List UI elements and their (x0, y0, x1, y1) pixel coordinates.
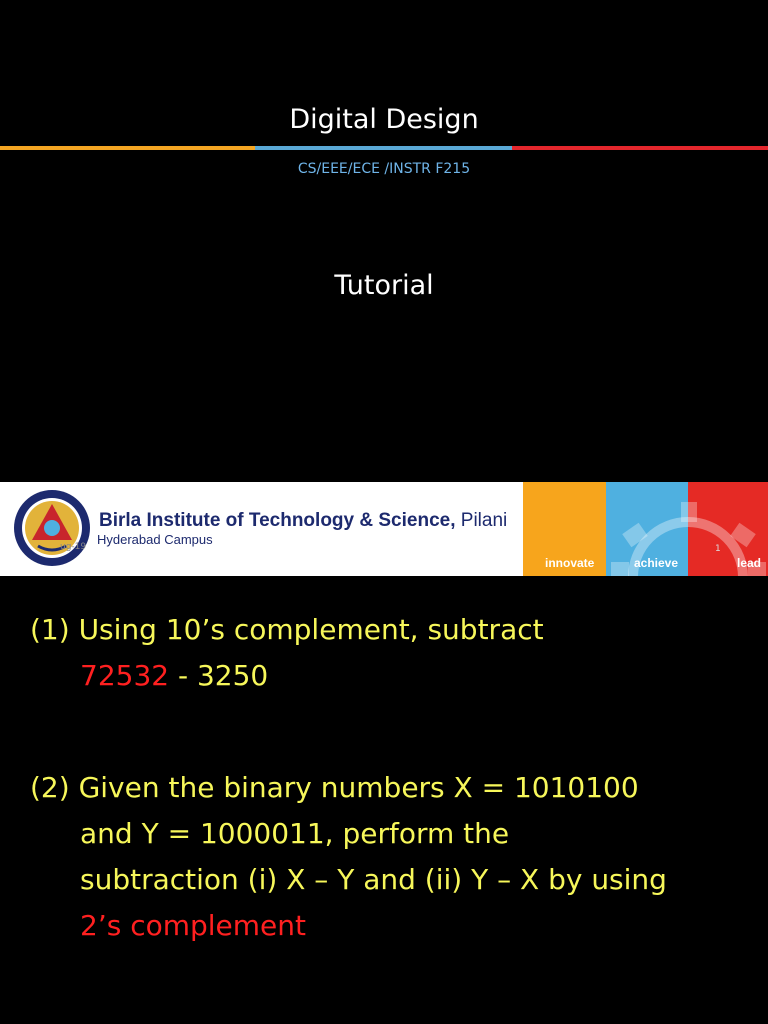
achieve-label: achieve (634, 556, 679, 570)
campus-name: Hyderabad Campus (97, 532, 213, 547)
slide-number: 1 (715, 544, 721, 554)
stripe-blue (255, 146, 512, 150)
institute-name (99, 510, 507, 532)
innovate-label: innovate (545, 556, 595, 570)
institute-location: Pilani (460, 510, 508, 531)
institute-seal-logo (12, 488, 92, 568)
stripe-orange (0, 146, 255, 150)
lead-label: lead (737, 556, 762, 570)
question-1-expression (80, 659, 768, 692)
title-divider-stripe (0, 146, 768, 150)
course-code: CS/EEE/ECE /INSTR F215 (297, 161, 471, 177)
question-1-minuend: 72532 (80, 659, 170, 692)
question-2-line-2: and Y = 1000011, perform the (80, 817, 510, 850)
question-1-line-1: (1) Using 10’s complement, subtract (30, 613, 544, 646)
slide-title: Digital Design (289, 104, 479, 135)
question-2-line-3: subtraction (i) X – Y and (ii) Y – X by using (80, 863, 667, 896)
question-2-line-4: 2’s complement (80, 909, 307, 942)
slide-subtitle: Tutorial (334, 270, 434, 301)
slide-date: ug-19 (60, 542, 87, 552)
question-2-line-1: (2) Given the binary numbers X = 1010100 (30, 771, 639, 804)
question-1-subtrahend: - 3250 (169, 659, 269, 692)
stripe-red (512, 146, 768, 150)
institute-banner (0, 482, 768, 576)
institute-name-main: Birla Institute of Technology & Science, (99, 510, 456, 531)
